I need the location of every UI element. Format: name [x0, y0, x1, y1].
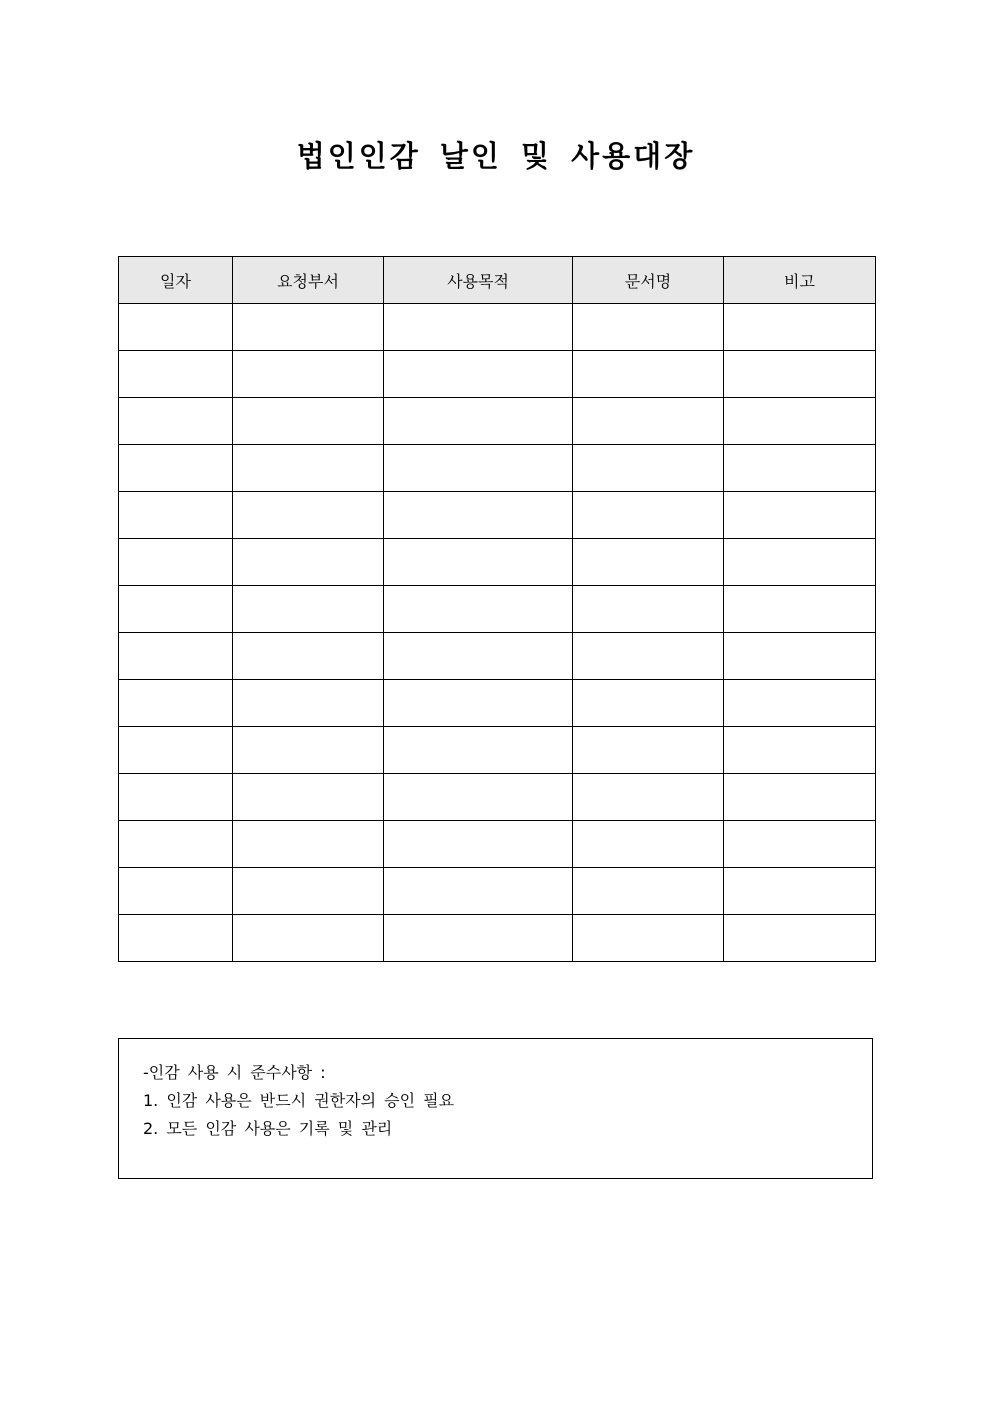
cell-remarks[interactable] [724, 539, 876, 586]
cell-document-name[interactable] [573, 398, 724, 445]
cell-document-name[interactable] [573, 492, 724, 539]
cell-document-name[interactable] [573, 304, 724, 351]
cell-document-name[interactable] [573, 586, 724, 633]
cell-requesting-department[interactable] [233, 821, 384, 868]
cell-requesting-department[interactable] [233, 445, 384, 492]
cell-date[interactable] [119, 774, 233, 821]
cell-purpose[interactable] [384, 774, 573, 821]
notes-item-2: 2. 모든 인감 사용은 기록 및 관리 [143, 1119, 393, 1138]
cell-remarks[interactable] [724, 304, 876, 351]
cell-purpose[interactable] [384, 680, 573, 727]
cell-document-name[interactable] [573, 727, 724, 774]
cell-document-name[interactable] [573, 774, 724, 821]
table-header-row [119, 257, 876, 304]
cell-document-name[interactable] [573, 821, 724, 868]
cell-requesting-department[interactable] [233, 727, 384, 774]
header-requesting-department: 요청부서 [233, 257, 384, 304]
notes-item-1: 1. 인감 사용은 반드시 권한자의 승인 필요 [143, 1091, 455, 1110]
cell-remarks[interactable] [724, 586, 876, 633]
cell-purpose[interactable] [384, 727, 573, 774]
compliance-notes-box [118, 1038, 873, 1179]
cell-remarks[interactable] [724, 492, 876, 539]
cell-date[interactable] [119, 915, 233, 962]
cell-remarks[interactable] [724, 868, 876, 915]
cell-date[interactable] [119, 633, 233, 680]
cell-date[interactable] [119, 398, 233, 445]
table-row [119, 539, 876, 586]
header-purpose: 사용목적 [384, 257, 573, 304]
table-row [119, 680, 876, 727]
cell-purpose[interactable] [384, 398, 573, 445]
cell-document-name[interactable] [573, 633, 724, 680]
cell-document-name[interactable] [573, 539, 724, 586]
cell-purpose[interactable] [384, 351, 573, 398]
cell-date[interactable] [119, 492, 233, 539]
cell-date[interactable] [119, 680, 233, 727]
cell-document-name[interactable] [573, 868, 724, 915]
cell-purpose[interactable] [384, 445, 573, 492]
cell-requesting-department[interactable] [233, 680, 384, 727]
cell-purpose[interactable] [384, 539, 573, 586]
cell-document-name[interactable] [573, 351, 724, 398]
cell-purpose[interactable] [384, 492, 573, 539]
table-row [119, 633, 876, 680]
header-date: 일자 [119, 257, 233, 304]
cell-purpose[interactable] [384, 304, 573, 351]
table-row [119, 351, 876, 398]
header-document-name: 문서명 [573, 257, 724, 304]
cell-date[interactable] [119, 351, 233, 398]
cell-document-name[interactable] [573, 445, 724, 492]
table-row [119, 821, 876, 868]
table-row [119, 304, 876, 351]
table-row [119, 586, 876, 633]
cell-requesting-department[interactable] [233, 915, 384, 962]
cell-remarks[interactable] [724, 680, 876, 727]
cell-date[interactable] [119, 304, 233, 351]
table-body [119, 304, 876, 962]
notes-heading: -인감 사용 시 준수사항 : [143, 1063, 326, 1082]
cell-remarks[interactable] [724, 351, 876, 398]
cell-remarks[interactable] [724, 633, 876, 680]
header-remarks: 비고 [724, 257, 876, 304]
cell-date[interactable] [119, 727, 233, 774]
table-row [119, 727, 876, 774]
cell-remarks[interactable] [724, 398, 876, 445]
cell-remarks[interactable] [724, 445, 876, 492]
cell-document-name[interactable] [573, 915, 724, 962]
cell-purpose[interactable] [384, 915, 573, 962]
cell-requesting-department[interactable] [233, 304, 384, 351]
cell-purpose[interactable] [384, 821, 573, 868]
table-row [119, 774, 876, 821]
cell-purpose[interactable] [384, 868, 573, 915]
cell-purpose[interactable] [384, 586, 573, 633]
cell-date[interactable] [119, 539, 233, 586]
table-row [119, 492, 876, 539]
cell-document-name[interactable] [573, 680, 724, 727]
table-row [119, 398, 876, 445]
cell-date[interactable] [119, 445, 233, 492]
cell-purpose[interactable] [384, 633, 573, 680]
cell-remarks[interactable] [724, 821, 876, 868]
cell-requesting-department[interactable] [233, 586, 384, 633]
cell-date[interactable] [119, 586, 233, 633]
document-title: 법인인감 날인 및 사용대장 [296, 139, 696, 173]
cell-remarks[interactable] [724, 774, 876, 821]
cell-requesting-department[interactable] [233, 868, 384, 915]
cell-requesting-department[interactable] [233, 774, 384, 821]
cell-remarks[interactable] [724, 727, 876, 774]
cell-remarks[interactable] [724, 915, 876, 962]
cell-requesting-department[interactable] [233, 351, 384, 398]
table-row [119, 445, 876, 492]
cell-requesting-department[interactable] [233, 539, 384, 586]
seal-usage-ledger-table [118, 256, 876, 962]
table-row [119, 915, 876, 962]
cell-requesting-department[interactable] [233, 492, 384, 539]
cell-date[interactable] [119, 868, 233, 915]
cell-date[interactable] [119, 821, 233, 868]
cell-requesting-department[interactable] [233, 633, 384, 680]
table-row [119, 868, 876, 915]
cell-requesting-department[interactable] [233, 398, 384, 445]
